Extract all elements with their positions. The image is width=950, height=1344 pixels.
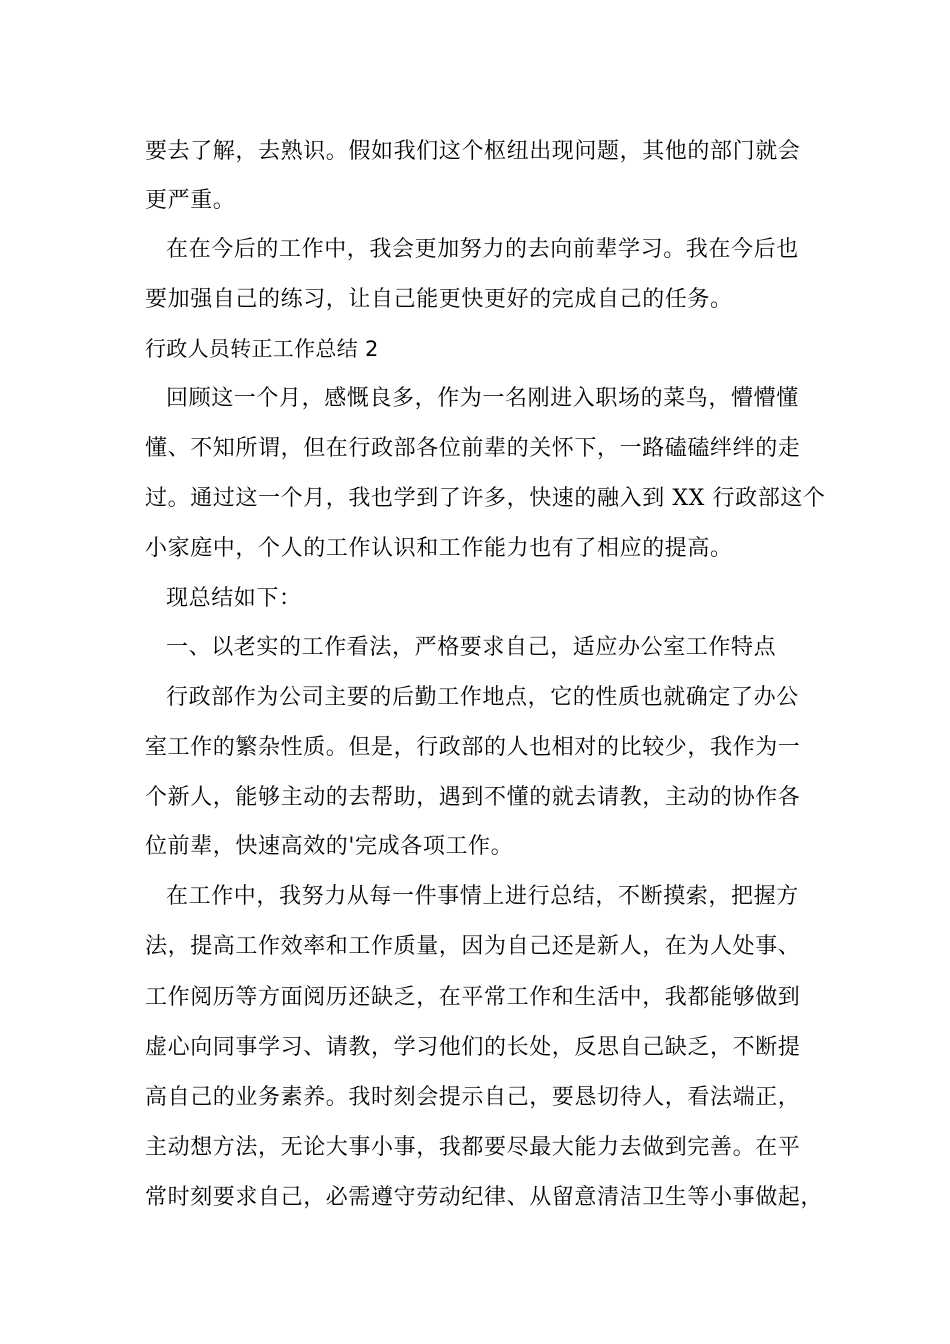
subheading-line: 一、以老实的工作看法，严格要求自己，适应办公室工作特点	[166, 635, 777, 660]
paragraph-line: 高自己的业务素养。我时刻会提示自己，要恳切待人，看法端正，	[145, 1085, 801, 1110]
paragraph-line: 过。通过这一个月，我也学到了许多，快速的融入到 XX 行政部这个	[145, 486, 826, 511]
paragraph-line: 回顾这一个月，感慨良多，作为一名刚进入职场的菜鸟，懵懵懂	[166, 386, 799, 411]
paragraph-line: 主动想方法，无论大事小事，我都要尽最大能力去做到完善。在平	[145, 1135, 801, 1160]
paragraph-line: 懂、不知所谓，但在行政部各位前辈的关怀下，一路磕磕绊绊的走	[145, 436, 801, 461]
paragraph-line: 小家庭中，个人的工作认识和工作能力也有了相应的提高。	[145, 536, 733, 561]
paragraph-line: 现总结如下：	[166, 586, 302, 611]
paragraph-line: 要去了解，去熟识。假如我们这个枢纽出现问题，其他的部门就会	[145, 139, 801, 164]
paragraph-line: 行政部作为公司主要的后勤工作地点，它的性质也就确定了办公	[166, 685, 799, 710]
paragraph-line: 工作阅历等方面阅历还缺乏，在平常工作和生活中，我都能够做到	[145, 985, 801, 1010]
paragraph-line: 在工作中，我努力从每一件事情上进行总结，不断摸索，把握方	[166, 884, 799, 909]
paragraph-line: 虚心向同事学习、请教，学习他们的长处，反思自己缺乏，不断提	[145, 1035, 801, 1060]
paragraph-line: 法，提高工作效率和工作质量，因为自己还是新人，在为人处事、	[145, 934, 801, 959]
paragraph-line: 个新人，能够主动的去帮助，遇到不懂的就去请教，主动的协作各	[145, 785, 801, 810]
paragraph-line: 要加强自己的练习，让自己能更快更好的完成自己的任务。	[145, 287, 733, 312]
paragraph-line: 在在今后的工作中，我会更加努力的去向前辈学习。我在今后也	[166, 237, 799, 262]
paragraph-line: 更严重。	[145, 188, 236, 213]
paragraph-line: 常时刻要求自己，必需遵守劳动纪律、从留意清洁卫生等小事做起，	[145, 1185, 824, 1210]
paragraph-line: 位前辈，快速高效的'完成各项工作。	[145, 834, 514, 859]
section-heading: 行政人员转正工作总结 2	[145, 337, 379, 361]
paragraph-line: 室工作的繁杂性质。但是，行政部的人也相对的比较少，我作为一	[145, 735, 801, 760]
